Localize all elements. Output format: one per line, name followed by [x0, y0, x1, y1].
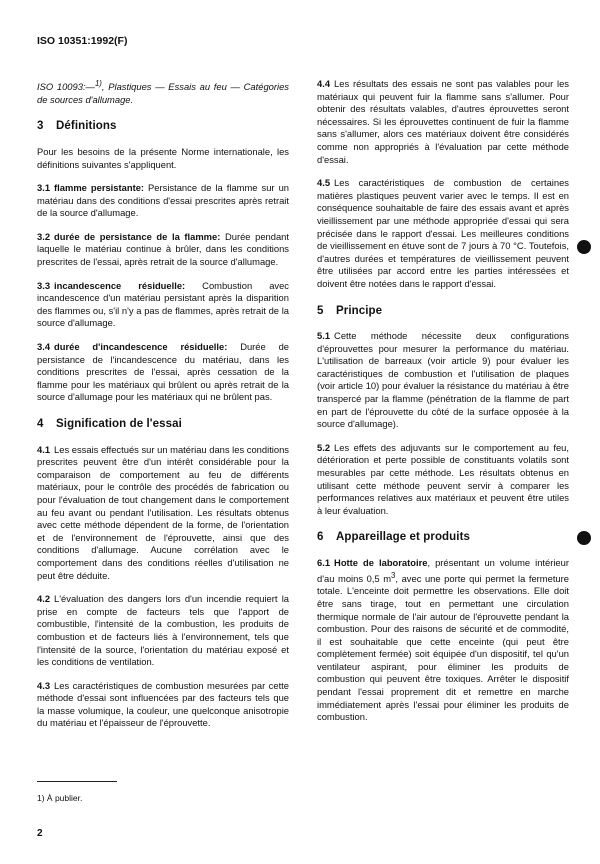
clause-6-1: 6.1 Hotte de laboratoire, présentant un volume intérieur d'au moins 0,5 $m^3$, avec une porte qui permet la fermeture totale. L'enceinte doit permettre les observations. Elle doit être sans tirage, tout en permettant une circulation thermique normale de l'air autour de l'éprouvette pendant la combustion. Pour des raisons de sécurité et de commodité, il est souhaitable que cette enceinte (qui peut être complètement fermée) soit équipée d'un dispositif, tel qu'un ventilateur aspirant, pour éliminer les produits de combustion qui peuvent être toxiques. Arrêter le dispositif pendant l'essai proprement dit et remettre en marche immédiatement après l'essai pour éliminer les produits de combustion. [317, 557, 569, 723]
margin-change-bullet-icon [577, 240, 591, 254]
clause-4-1: 4.1 Les essais effectués sur un matériau dans les conditions prescrites peuvent être d'un intérêt considérable pour la comparaison de comportement au feu de différents matériaux, pour le contrôle des procédés de fabrication ou pour l'évaluation de tout changement dans le comportement au feu avant ou pendant l'utilisation. Les résultats obtenus avec cette méthode dépendent de la forme, de l'orientation et de l'environnement de l'éprouvette, ainsi que des conditions d'allumage. Aucune corrélation avec le comportement dans des conditions réelles d'utilisation ne peut être déduite. [37, 443, 289, 581]
definition-3-1: 3.1 flamme persistante: Persistance de la flamme sur un matériau dans des conditions d'essai prescrites après retrait de la source d'allumage. [37, 182, 289, 219]
reference-id: ISO 10093:— [37, 81, 95, 93]
reference-entry [37, 78, 289, 106]
margin-change-bullet-icon [577, 531, 591, 545]
clause-4-2: 4.2 L'évaluation des dangers lors d'un incendie requiert la prise en compte de facteurs tels que l'apport de combustible, l'intensité de la combustion, les produits de combustion et de facteurs liés à l'environnement, tels que l'intensité de la source, l'orientation du matériau exposé et les conditions de ventilation. [37, 593, 289, 668]
section-3-intro: Pour les besoins de la présente Norme internationale, les définitions suivantes s'appliquent. [37, 145, 289, 170]
reference-title: , Plastiques — Essais au feu — Catégories de sources d'allumage. [37, 81, 289, 105]
definition-3-3: 3.3 incandescence résiduelle: Combustion avec incandescence d'un matériau persistant après la disparition des flammes ou, s'il n'y a pas de flammes, après retrait de la source d'allumage. [37, 279, 289, 329]
clause-5-2: 5.2 Les effets des adjuvants sur le comportement au feu, détérioration et perte possible de constituants volatils sont mesurables par cette méthode. Les résultats obtenus en utilisant cette méthode peuvent servir à comparer les performances relatives aux matériaux et peuvent être utiles à leur évaluation. [317, 441, 569, 516]
section-6-heading: 6 Appareillage et produits [317, 531, 471, 544]
footnote-divider [37, 781, 117, 782]
section-4-heading: 4 Signification de l'essai [37, 418, 182, 430]
document-header: ISO 10351:1992(F) [37, 35, 128, 47]
reference-footnote-marker: 1) [94, 79, 102, 88]
section-5-heading: 5 Principe [317, 304, 383, 317]
section-3-heading: 3 Définitions [37, 120, 117, 133]
definition-3-4: 3.4 durée d'incandescence résiduelle: Durée de persistance de l'incandescence du matériau, dans les conditions prescrites de l'essai, après cessation de la flamme pour les matériaux qui brûlent ou après retrait de la source d'allumage pour les matériaux qui ne brûlent pas. [37, 341, 289, 403]
definition-3-2: 3.2 durée de persistance de la flamme: Durée pendant laquelle le matériau continue à brûler, dans les conditions prescrites de l'essai, après retrait de la source d'allumage. [37, 230, 289, 268]
page-number: 2 [37, 828, 43, 839]
right-column [317, 78, 569, 735]
clause-4-5: 4.5 Les caractéristiques de combustion de certaines matières plastiques peuvent varier avec le temps. Il est en conséquence souhaitable de faire des essais avant et après vieillissement par une méthode appropriée d'essai qui sera précisée dans le rapport d'essai. Les meilleures conditions de vieillissement en étuve sont de 7 jours à 70 °C. Toutefois, d'autres durées et températures de vieillissement peuvent être utilisées par accord entre les parties intéressées et doivent être notées dans le rapport d'essai. [317, 177, 569, 289]
clause-5-1: 5.1 Cette méthode nécessite deux configurations d'éprouvettes pour mesurer la performance du matériau. L'utilisation de barreaux (voir article 9) pour évaluer les caractéristiques de combustion et l'utilisation de plaques (voir article 10) pour évaluer la résistance du matériau à être transpercé par la flamme (pénétration de la flamme de part en part de l'éprouvette du côté de la surface opposée à la source d'allumage). [317, 330, 569, 430]
clause-4-3: 4.3 Les caractéristiques de combustion mesurées par cette méthode d'essai sont influencées par des facteurs tels que la masse volumique, la couleur, une quelconque anisotropie du matériau et l'épaisseur de l'éprouvette. [37, 679, 289, 729]
clause-4-4: 4.4 Les résultats des essais ne sont pas valables pour les matériaux qui peuvent fuir la flamme sans s'allumer. Pour obtenir des résultats valables, d'autres éprouvettes seront nécessaires. Si les éprouvettes continuent de fuir la flamme sans s'allumer, alors ces matériaux doivent être considérés comme non appropriés à l'évaluation par cette méthode d'essai. [317, 78, 569, 165]
left-column [37, 78, 289, 741]
footnote: 1) À publier. [37, 793, 83, 803]
